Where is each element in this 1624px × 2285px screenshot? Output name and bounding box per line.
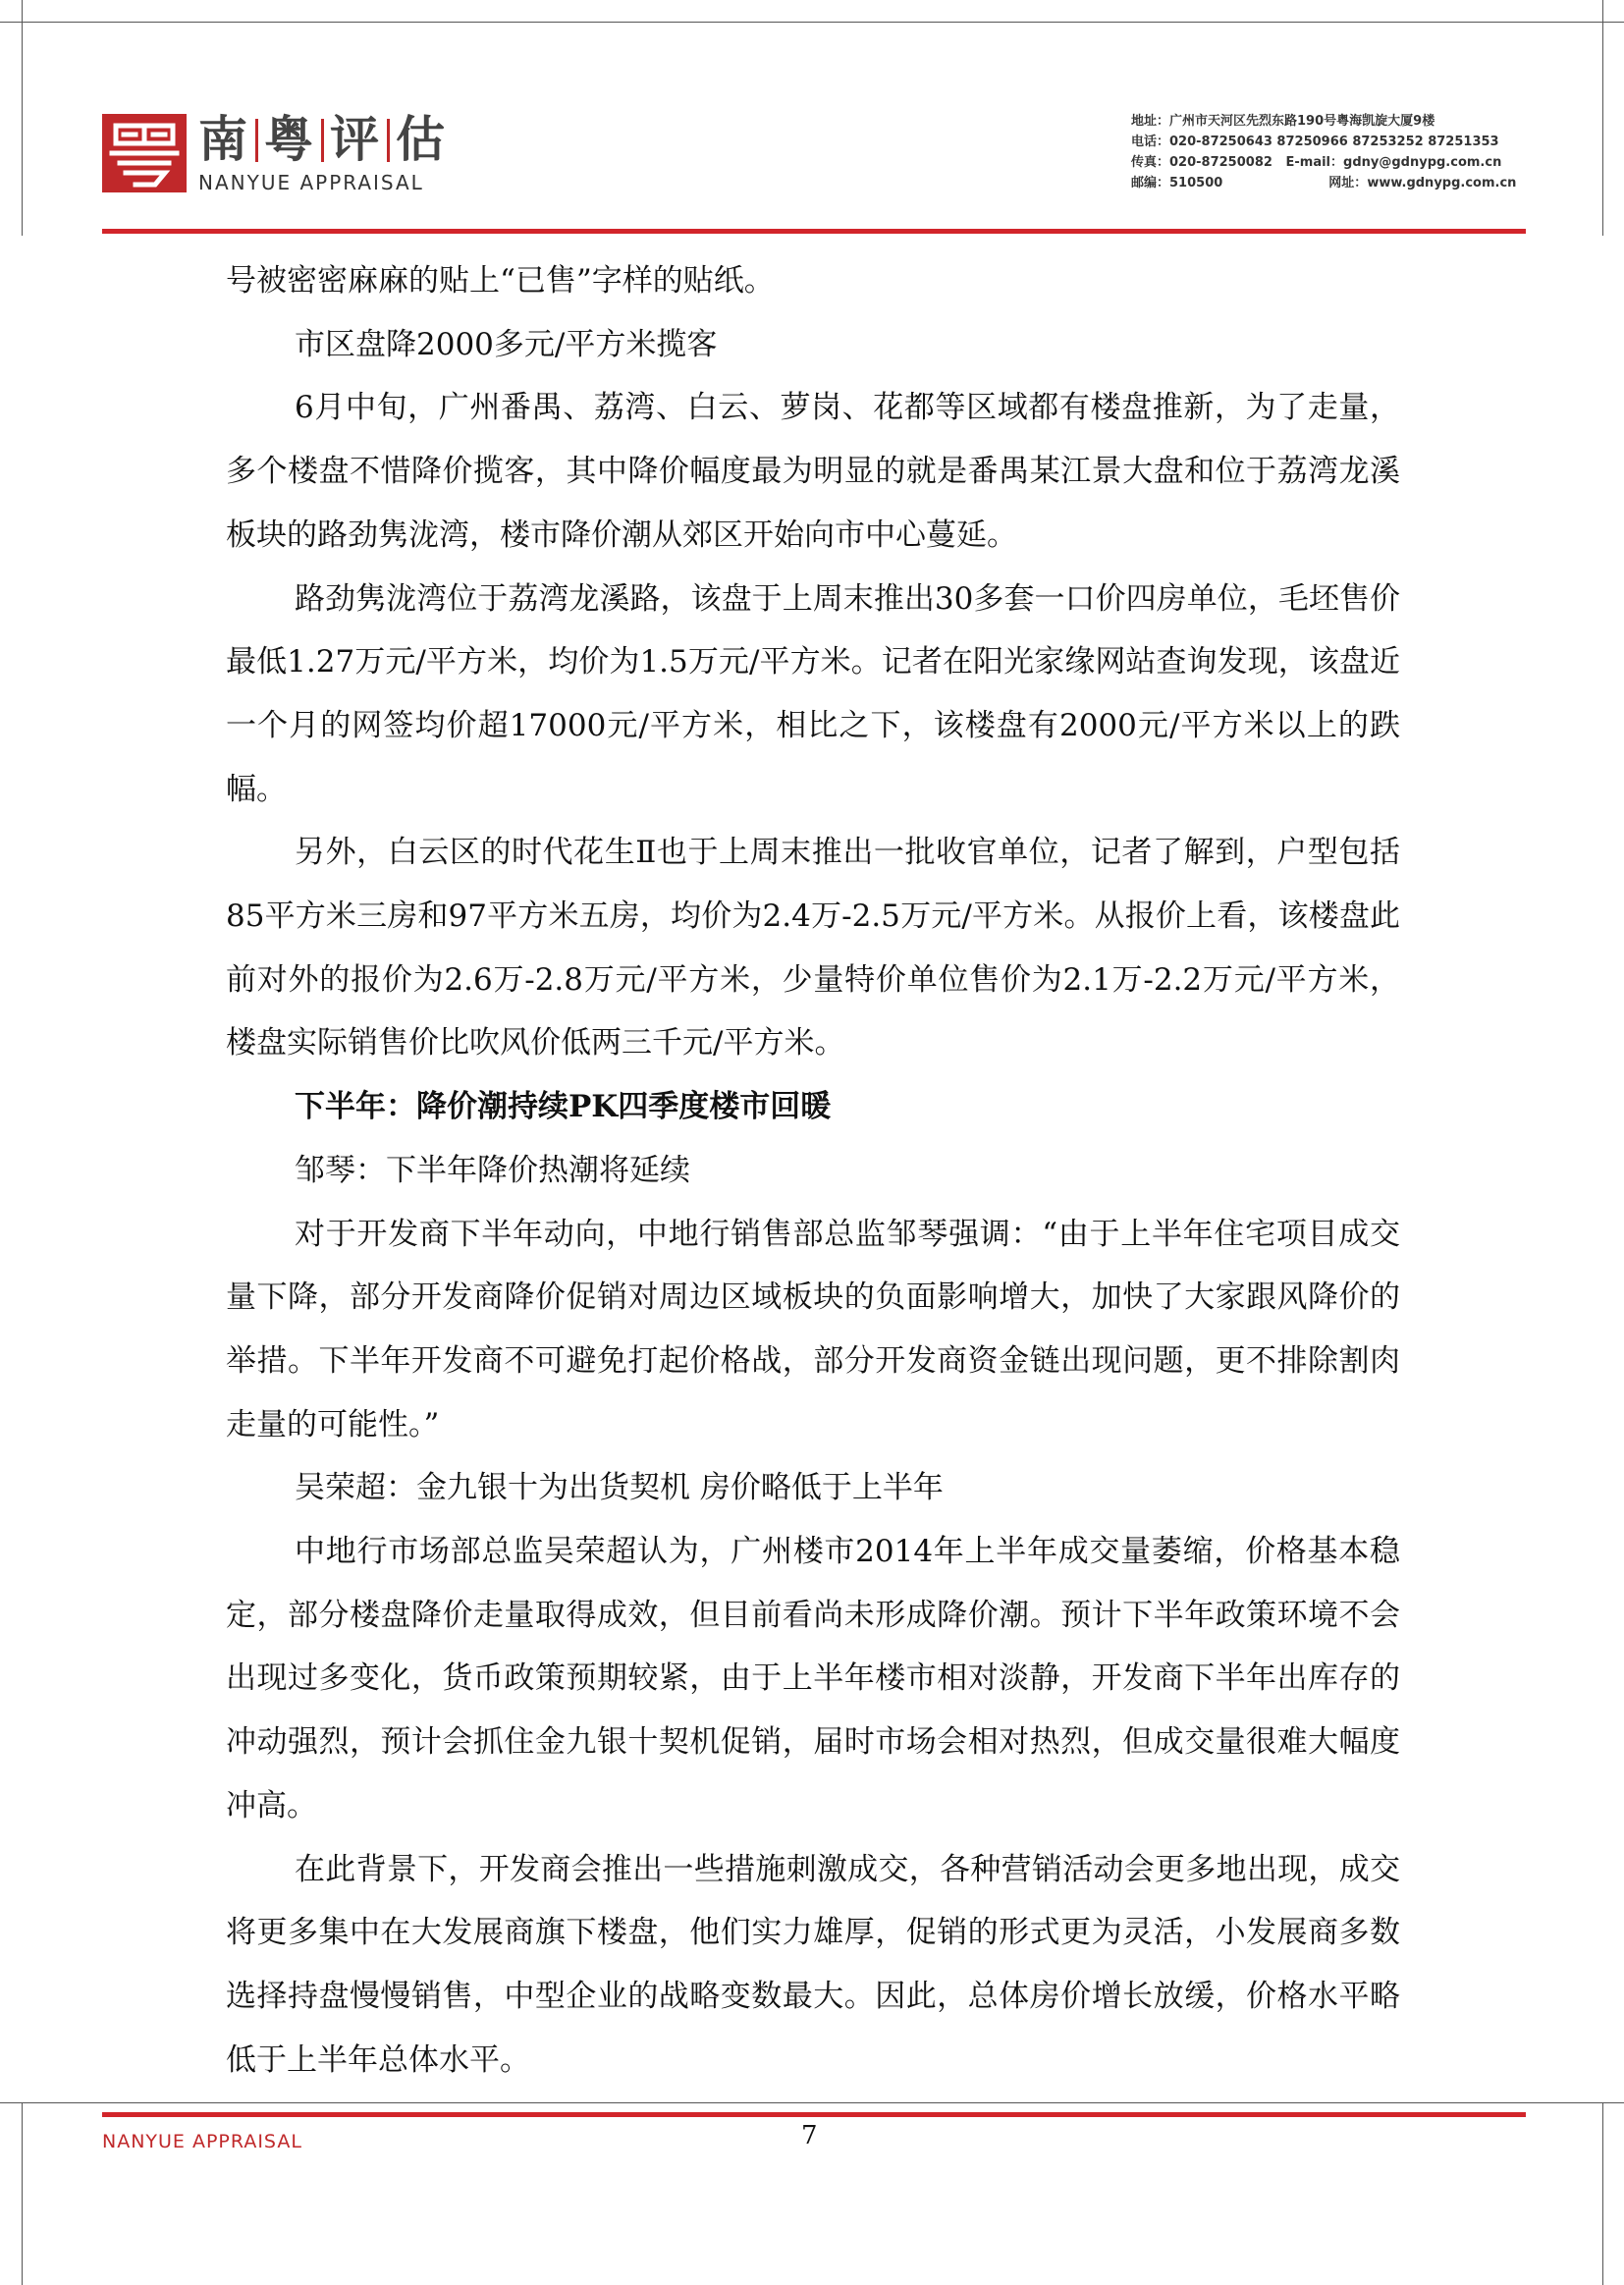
- nanyue-logo-icon: [102, 114, 187, 192]
- logo-chinese-name: 南 粤 评 估: [198, 111, 447, 168]
- section-heading: 下半年：降价潮持续PK四季度楼市回暖: [295, 1089, 832, 1125]
- contact-phone: 电话：020-87250643 87250966 87253252 87251353: [1131, 135, 1499, 149]
- contact-fax-email: 传真：020-87250082 E-mail：gdny@gdnypg.com.cn: [1131, 155, 1502, 170]
- corner-mark-right-bottom: [1602, 2102, 1603, 2285]
- contact-address: 地址：广州市天河区先烈东路190号粤海凯旋大厦9楼: [1131, 114, 1435, 129]
- subheading: 市区盘降2000多元/平方米揽客: [295, 326, 718, 362]
- article-body: [226, 249, 1400, 2092]
- paragraph: 中地行市场部总监吴荣超认为，广州楼市2014年上半年成交量萎缩，价格基本稳定，部分楼盘降价走量取得成效，但目前看尚未形成降价潮。预计下半年政策环境不会出现过多变化，货币政策预期较紧，由于上半年楼市相对淡静，开发商下半年出库存的冲动强烈，预计会抓住金九银十契机促销，届时市场会相对热烈，但成交量很难大幅度冲高。: [226, 1534, 1400, 1823]
- page-number: 7: [801, 2121, 818, 2150]
- contact-postcode-website: 邮编：510500 网址：www.gdnypg.com.cn: [1131, 176, 1517, 190]
- corner-mark-left-top: [22, 0, 23, 236]
- paragraph: 6月中旬，广州番禺、荔湾、白云、萝岗、花都等区域都有楼盘推新，为了走量，多个楼盘不惜降价揽客，其中降价幅度最为明显的就是番禺某江景大盘和位于荔湾龙溪板块的路劲隽泷湾，楼市降价潮从郊区开始向市中心蔓延。: [226, 390, 1400, 553]
- corner-mark-left-bottom: [22, 2102, 23, 2285]
- corner-mark-top: [0, 22, 1624, 23]
- paragraph: 另外，白云区的时代花生Ⅱ也于上周末推出一批收官单位，记者了解到，户型包括85平方米三房和97平方米五房，均价为2.4万-2.5万元/平方米。从报价上看，该楼盘此前对外的报价为2.6万-2.8万元/平方米，少量特价单位售价为2.1万-2.2万元/平方米，楼盘实际销售价比吹风价低两三千元/平方米。: [226, 835, 1400, 1061]
- footer-divider: [102, 2112, 1526, 2117]
- corner-mark-right-top: [1602, 0, 1603, 236]
- paragraph: 路劲隽泷湾位于荔湾龙溪路，该盘于上周末推出30多套一口价四房单位，毛坯售价最低1.27万元/平方米，均价为1.5万元/平方米。记者在阳光家缘网站查询发现，该盘近一个月的网签均价超17000元/平方米，相比之下，该楼盘有2000元/平方米以上的跌幅。: [226, 580, 1400, 807]
- paragraph: 对于开发商下半年动向，中地行销售部总监邹琴强调：“由于上半年住宅项目成交量下降，部分开发商降价促销对周边区域板块的负面影响增大，加快了大家跟风降价的举措。下半年开发商不可避免打起价格战，部分开发商资金链出现问题，更不排除割肉走量的可能性。”: [226, 1216, 1400, 1442]
- header-divider: [102, 229, 1526, 234]
- logo-wordmark: [198, 110, 447, 194]
- subheading: 邹琴：下半年降价热潮将延续: [295, 1152, 690, 1188]
- footer-brand: NANYUE APPRAISAL: [102, 2131, 302, 2152]
- contact-info: [1131, 111, 1543, 193]
- paragraph: 在此背景下，开发商会推出一些措施刺激成交，各种营销活动会更多地出现，成交将更多集中在大发展商旗下楼盘，他们实力雄厚，促销的形式更为灵活，小发展商多数选择持盘慢慢销售，中型企业的战略变数最大。因此，总体房价增长放缓，价格水平略低于上半年总体水平。: [226, 1851, 1400, 2078]
- subheading: 吴荣超：金九银十为出货契机 房价略低于上半年: [295, 1470, 944, 1506]
- corner-mark-bottom: [0, 2102, 1624, 2103]
- logo-english-name: NANYUE APPRAISAL: [198, 171, 424, 194]
- paragraph: 号被密密麻麻的贴上“已售”字样的贴纸。: [226, 263, 775, 299]
